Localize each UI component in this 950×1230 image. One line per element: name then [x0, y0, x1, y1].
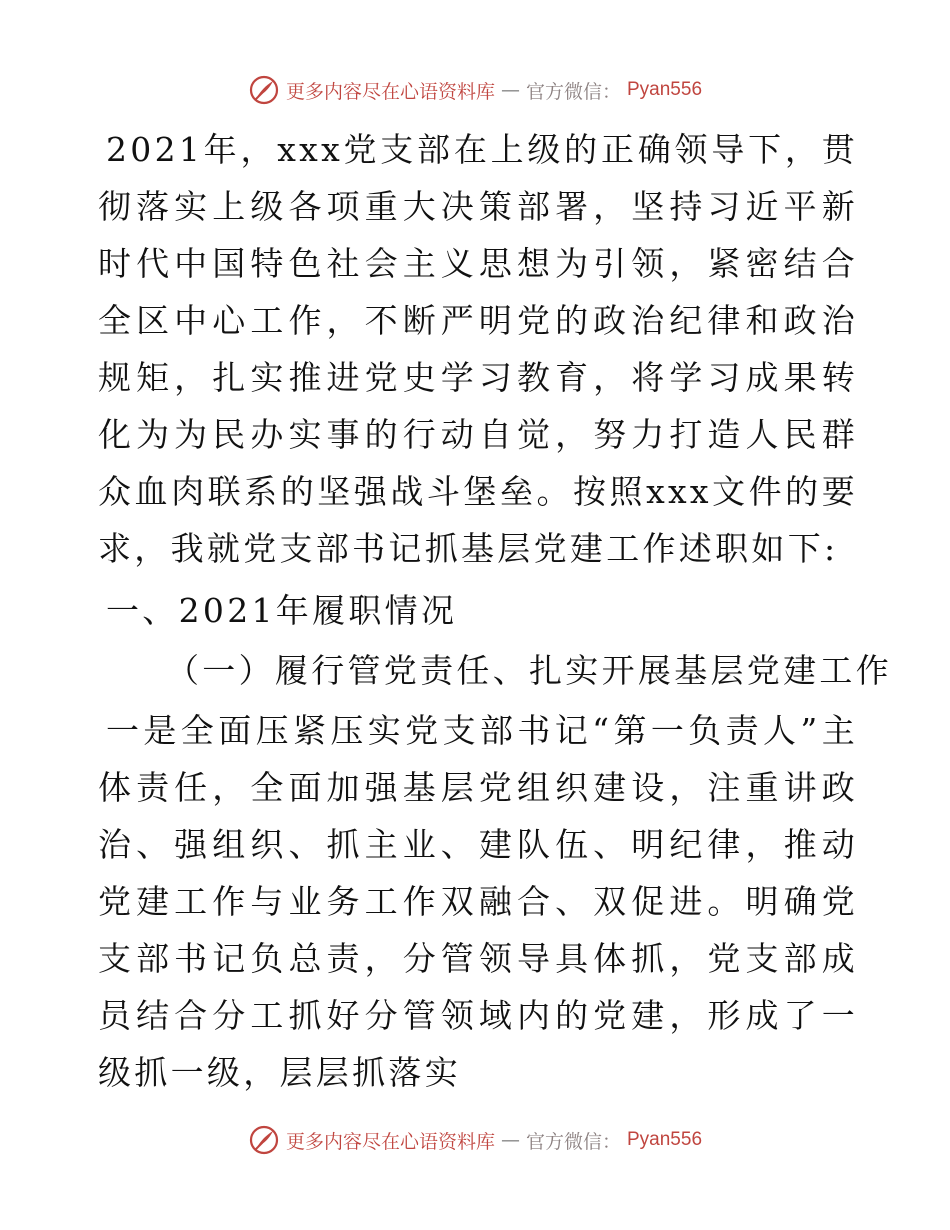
- feather-seal-logo-icon: [248, 74, 280, 106]
- watermark-separator: —: [500, 79, 520, 101]
- watermark-separator: —: [500, 1129, 520, 1151]
- document-body: [98, 121, 892, 1101]
- watermark-label: 官方微信：: [525, 1130, 621, 1153]
- subsection-heading: （一）履行管党责任、扎实开展基层党建工作: [166, 651, 892, 690]
- watermark-label: 官方微信：: [525, 80, 621, 103]
- watermark-footer: [0, 1124, 950, 1156]
- watermark-wechat-id: Pyan556: [627, 1129, 703, 1150]
- section-heading: 一、2021年履职情况: [106, 591, 458, 630]
- watermark-text: 更多内容尽在心语资料库: [285, 80, 495, 103]
- feather-seal-logo-icon: [248, 1124, 280, 1156]
- watermark-text: 更多内容尽在心语资料库: [285, 1130, 495, 1153]
- body-paragraph: 一是全面压紧压实党支部书记“第一负责人”主体责任，全面加强基层党组织建设，注重讲政治、强组织、抓主业、建队伍、明纪律，推动党建工作与业务工作双融合、双促进。明确党支部书记负总责，分管领导具体抓，党支部成员结合分工抓好分管领域内的党建，形成了一级抓一级，层层抓落实: [98, 711, 858, 1092]
- intro-paragraph: 2021年，xxx党支部在上级的正确领导下，贯彻落实上级各项重大决策部署，坚持习近平新时代中国特色社会主义思想为引领，紧密结合全区中心工作，不断严明党的政治纪律和政治规矩，扎实推进党史学习教育，将学习成果转化为为民办实事的行动自觉，努力打造人民群众血肉联系的坚强战斗堡垒。按照xxx文件的要求，我就党支部书记抓基层党建工作述职如下:: [98, 130, 858, 568]
- watermark-header: [0, 74, 950, 106]
- watermark-wechat-id: Pyan556: [627, 79, 703, 100]
